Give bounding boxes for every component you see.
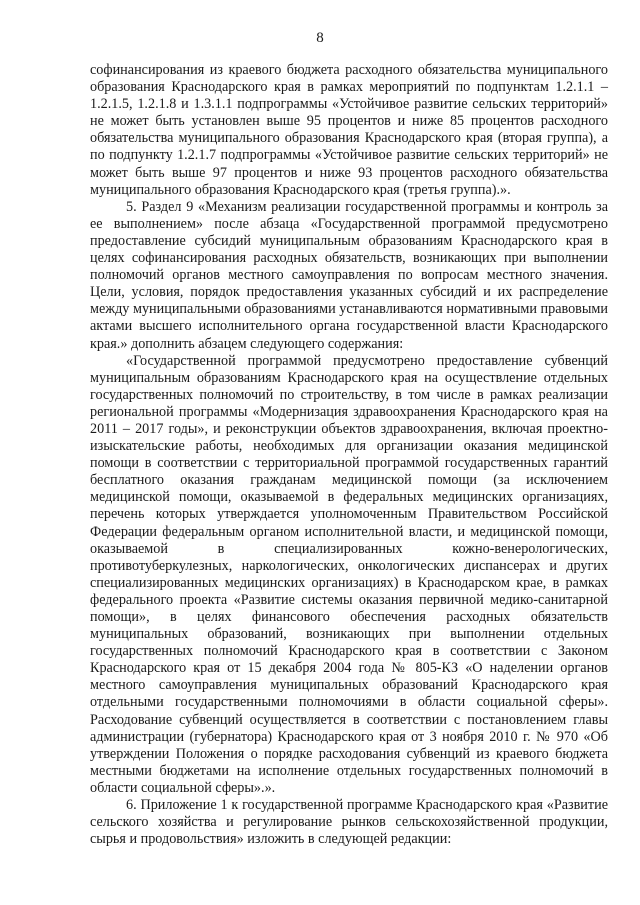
paragraph-item-5: 5. Раздел 9 «Механизм реализации государственной программы и контроль за ее выполнением» после абзаца «Государственной программой предусмотрено предоставление субсидий муниципальным образованиям Краснодарского края в целях софинансирования расходных обязательств, возникающих при выполнении полномочий органов местного самоуправления по вопросам местного значения. Цели, условия, порядок предоставления указанных субсидий и их распределение между муниципальными образованиями устанавливаются нормативными правовыми актами высшего исполнительного органа государственной власти Краснодарского края.» дополнить абзацем следующего содержания:	[90, 198, 608, 352]
paragraph-quoted-insert: «Государственной программой предусмотрено предоставление субвенций муниципальным образованиям Краснодарского края на осуществление отдельных государственных полномочий по строительству, в том числе в рамках реализации региональной программы «Модернизация здравоохранения Краснодарского края на 2011 – 2017 годы», и реконструкции объектов здравоохранения, включая проектно-изыскательские работы, необходимых для организации оказания медицинской помощи в соответствии с территориальной программой государственных гарантий бесплатного оказания гражданам медицинской помощи (за исключением медицинской помощи, оказываемой в федеральных медицинских организациях, перечень которых утверждается уполномоченным Правительством Российской Федерации федеральным органом исполнительной власти, и медицинской помощи, оказываемой в специализированных кожно-венерологических, противотуберкулезных, наркологических, онкологических диспансерах и других специализированных медицинских организациях) в Краснодарском крае, в рамках федерального проекта «Развитие системы оказания первичной медико-санитарной помощи», в целях финансового обеспечения расходных обязательств муниципальных образований, возникающих при выполнении отдельных государственных полномочий Краснодарского края в соответствии с Законом Краснодарского края от 15 декабря 2004 года № 805-КЗ «О наделении органов местного самоуправления муниципальных образований Краснодарского края отдельными государственными полномочиями в области социальной сферы». Расходование субвенций осуществляется в соответствии с постановлением главы администрации (губернатора) Краснодарского края от 3 ноября 2010 г. № 970 «Об утверждении Положения о порядке расходования субвенций из краевого бюджета местными бюджетами на исполнение отдельных государственных полномочий в области социальной сферы».».	[90, 352, 608, 796]
paragraph-continuation: софинансирования из краевого бюджета расходного обязательства муниципального образования Краснодарского края в рамках мероприятий по подпунктам 1.2.1.1 – 1.2.1.5, 1.2.1.8 и 1.3.1.1 подпрограммы «Устойчивое развитие сельских территорий» не может быть установлен выше 95 процентов и ниже 85 процентов расходного обязательства муниципального образования Краснодарского края (вторая группа), а по подпункту 1.2.1.7 подпрограммы «Устойчивое развитие сельских территорий» не может быть выше 97 процентов и ниже 93 процентов расходного обязательства муниципального образования Краснодарского края (третья группа).».	[90, 62, 608, 198]
paragraph-item-6: 6. Приложение 1 к государственной программе Краснодарского края «Развитие сельского хозяйства и регулирование рынков сельскохозяйственной продукции, сырья и продовольствия» изложить в следующей редакции:	[90, 797, 608, 848]
document-body	[90, 62, 608, 848]
page-number: 8	[316, 30, 324, 46]
